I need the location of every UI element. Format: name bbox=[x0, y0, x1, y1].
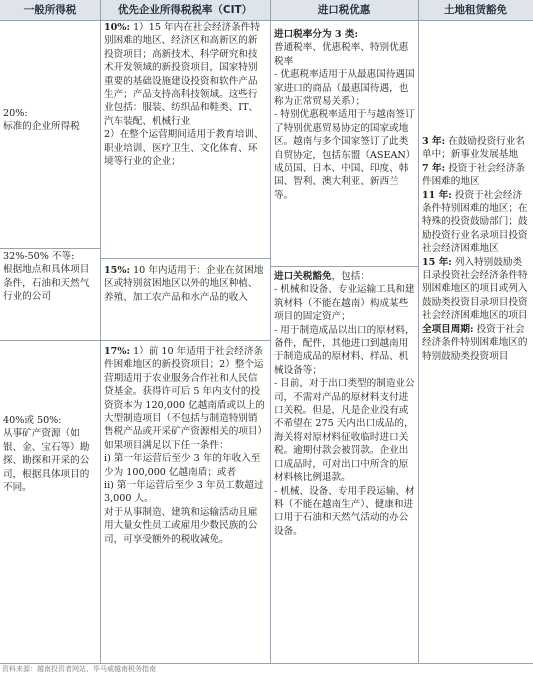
land-rent-exemptions bbox=[419, 135, 533, 363]
import-duty-exemptions bbox=[271, 270, 418, 538]
row-divider bbox=[0, 340, 100, 341]
import-rate-mfn: - 优惠税率适用于从最惠国待遇国家进口的商品（最惠国待遇，也称为正常贸易关系）； bbox=[274, 69, 415, 108]
pref-cit-17 bbox=[101, 345, 270, 546]
pref-10-text2: 2）在整个运营期间适用于教育培训、职业培训、医疗卫生、文化体育、环境等行业的企业； bbox=[104, 129, 264, 168]
pref-17-text1: 1）前 10 年适用于社会经济条件困难地区的新投资项目；2）整个运营期适用于农业服务合作社和人民信贷基金。获得许可后 5 年内支付的投资资本为 120,000 亿越南盾或以上的大型制造项目（不包括与制造特别销售税产品或开采矿产资源相关的项目）如果项目满足以下任一条件： bbox=[104, 346, 265, 451]
land-11y-label: 11 年: bbox=[422, 189, 452, 201]
import-exemption-export: - 目前，对于出口类型的制造业公司，不需对产品的原材料支付进口关税。但是，凡是企业没有或不希望在 275 天内出口成品的，海关将对原材料征收临时进口关税。逾期付款会被罚款。企业出口成品时，可对出口中所含的原材料核比例退款。 bbox=[274, 378, 415, 484]
import-exemption-heading: 进口关税豁免 bbox=[274, 271, 332, 282]
land-full-label: 全项目周期: bbox=[422, 323, 474, 335]
pref-10-text1: 1）15 年内在社会经济条件特别困难的地区、经济区和高新区的新投资项目；高新技术、科学研究和技术开发领域的新投资项目，国家特别重要的基础设施建设投资和软件产品生产；产品支持高科技领域。这些行业包括：服装、纺织品和鞋类、IT、汽车装配、机械行业 bbox=[104, 22, 260, 127]
import-rate-heading: 进口税率分为 3 类: bbox=[274, 29, 359, 40]
rate-32-50: 32%-50% 不等: bbox=[3, 251, 75, 262]
import-exemption-materials: - 用于制造成品以出口的原材料，备件，配件，其他进口到越南用于制造成品的原材料、样品、机械设备等； bbox=[274, 324, 415, 376]
pref-17-text2: i) 第一年运营后至少 3 年的年收入至少为 100,000 亿越南盾；或者 bbox=[104, 453, 261, 478]
pref-15-text: 10 年内适用于：企业在贫困地区或特别贫困地区以外的地区种植、养殖、加工农产品和水产品的收入 bbox=[104, 265, 264, 303]
row-divider bbox=[270, 266, 418, 267]
header-general-cit: 一般所得税 bbox=[23, 4, 77, 16]
land-15y-text: 列入特别鼓励类目录投资社会经济条件特别困难地区的项目或列入鼓励类投资目录项目投资社会经济困难地区的项目 bbox=[422, 256, 528, 322]
import-rate-types: 普通税率、优惠税率、特别优惠税率 bbox=[274, 42, 409, 67]
row-divider bbox=[100, 258, 270, 259]
import-exemption-tail: ，包括： bbox=[331, 271, 370, 282]
import-exemption-oil-gas: - 机械、设备、专用手段运输、材料（不能在越南生产）、健康和进口用于石油和天然气活动的办公设备。 bbox=[274, 485, 415, 537]
pref-17-label: 17%: bbox=[104, 346, 131, 357]
general-cit-standard bbox=[0, 107, 100, 134]
rate-40-50: 40%或 50%: bbox=[3, 415, 62, 426]
land-7y-label: 7 年: bbox=[422, 162, 446, 174]
land-15y-label: 15 年: bbox=[422, 256, 452, 268]
header-import-duty: 进口税优惠 bbox=[317, 4, 371, 16]
land-7y-text: 投资于社会经济条件困难的地区 bbox=[422, 162, 525, 188]
pref-17-text4: 对于从事制造、建筑和运输活动且雇用大量女性员工或雇用少数民族的公司，可享受额外的税收减免。 bbox=[104, 506, 258, 545]
import-rate-special: - 特别优惠税率适用于与越南签订了特别优惠贸易协定的国家或地区。越南与多个国家签订了此类自贸协定，包括东盟（ASEAN）成员国、日本、中国、印度、韩国、智利、澳大利亚、新西兰等。 bbox=[274, 109, 415, 201]
rate-20-desc: 标准的企业所得税 bbox=[3, 121, 80, 133]
row-divider bbox=[100, 340, 270, 341]
import-exemption-equipment: - 机械和设备、专业运输工具和建筑材料（不能在越南）构成某些项目的固定资产； bbox=[274, 284, 415, 323]
pref-17-text3: ii) 第一年运营后至少 3 年员工数超过 3,000 人。 bbox=[104, 480, 264, 505]
header-preferential-cit: 优先企业所得税税率（CIT） bbox=[117, 4, 253, 16]
import-duty-rates bbox=[271, 28, 418, 202]
land-full-text: 投资于社会经济条件特别困难地区的特别鼓励类投资项目 bbox=[422, 323, 528, 362]
rate-32-50-desc: 根据地点和具体项目条件，石油和天然气行业的公司 bbox=[3, 264, 90, 303]
table-header bbox=[0, 0, 533, 21]
land-3y-label: 3 年: bbox=[422, 136, 446, 147]
source-note: 资料来源：越南投资者网站、毕马威越南税务指南 bbox=[2, 665, 156, 673]
rate-20: 20%: bbox=[3, 108, 28, 119]
general-cit-mining bbox=[0, 414, 100, 494]
header-land-rent: 土地租赁豁免 bbox=[444, 4, 507, 16]
land-11y-text: 投资于社会经济条件特别困难的地区；在特殊的投资鼓励部门；鼓励投资行业名录项目投资社会经济困难地区 bbox=[422, 189, 528, 255]
land-3y-text: 在鼓励投资行业名单中；新事业发展基地 bbox=[422, 136, 525, 161]
pref-15-label: 15%: bbox=[104, 265, 131, 276]
pref-10-label: 10%: bbox=[104, 22, 131, 33]
rate-40-50-desc: 从事矿产资源（如银、金、宝石等）勘探、勘探和开采的公司，根据具体项目的不同。 bbox=[3, 428, 90, 494]
general-cit-oil-gas bbox=[0, 250, 100, 304]
row-divider bbox=[0, 248, 100, 249]
pref-cit-10 bbox=[101, 21, 270, 168]
pref-cit-15 bbox=[101, 264, 270, 304]
